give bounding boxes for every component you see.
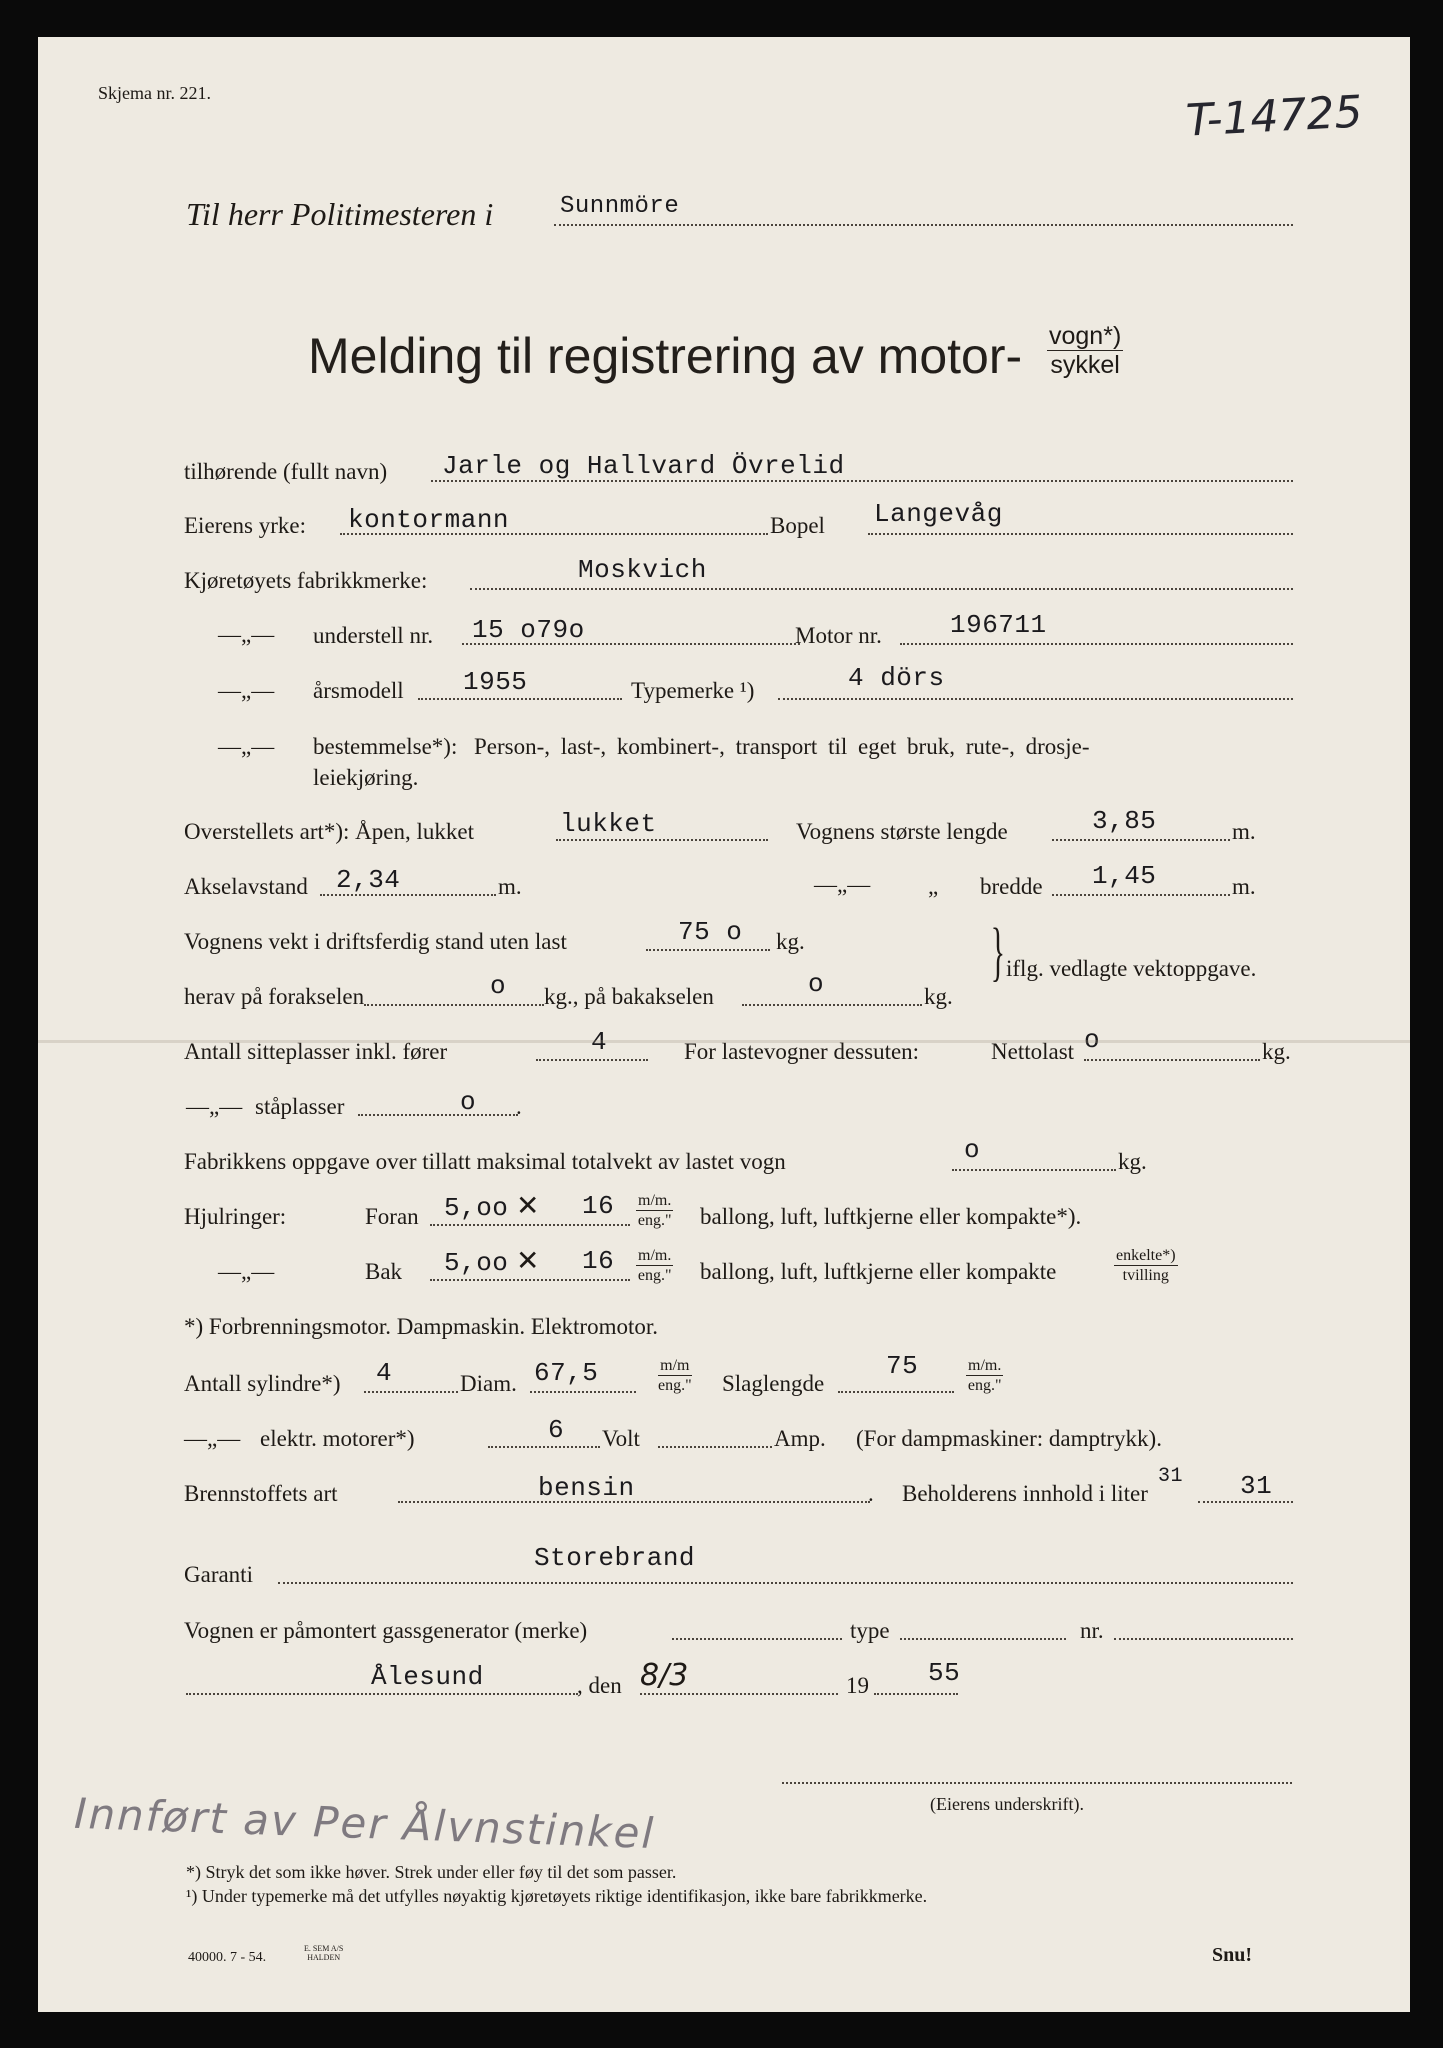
date-line xyxy=(640,1693,838,1695)
fuel-value: bensin xyxy=(538,1473,635,1503)
wheelbase-unit: m. xyxy=(498,874,522,899)
printer-imprint: E. SEM A/S HALDEN xyxy=(304,1944,344,1962)
ditto-mark: —„— xyxy=(218,1259,275,1284)
gasgen-type-line xyxy=(900,1638,1066,1640)
front-axle-value: o xyxy=(490,971,507,1001)
gasgen-line xyxy=(672,1638,842,1640)
type-label: Typemerke ¹) xyxy=(631,678,755,703)
tyres-front-line xyxy=(430,1224,630,1226)
amp-line xyxy=(658,1446,772,1448)
rear-axle-unit: kg. xyxy=(924,984,953,1009)
width-label: bredde xyxy=(980,874,1043,899)
body-line xyxy=(556,839,768,841)
chassis-value: 15 o79o xyxy=(472,615,585,645)
residence-line xyxy=(868,533,1293,535)
tyres-rear-times: ✕ xyxy=(516,1246,540,1277)
turn-over-note: Snu! xyxy=(1212,1944,1253,1966)
diam-unit: m/m eng." xyxy=(658,1357,692,1394)
front-axle-label: herav på forakselen xyxy=(184,984,365,1009)
electric-label: elektr. motorer*) xyxy=(260,1426,415,1451)
make-label: Kjøretøyets fabrikkmerke: xyxy=(184,568,428,593)
lorry-label: For lastevogner dessuten: xyxy=(684,1039,920,1064)
tyres-rear-types: ballong, luft, luftkjerne eller kompakte xyxy=(700,1259,1057,1284)
owner-value: Jarle og Hallvard Övrelid xyxy=(442,451,845,481)
guarantee-value: Storebrand xyxy=(534,1543,696,1573)
tyres-single-twin: enkelte*) tvilling xyxy=(1116,1247,1176,1284)
tyres-front-value2: 16 xyxy=(582,1191,615,1221)
cylinders-label: Antall sylindre*) xyxy=(184,1371,341,1396)
year-line xyxy=(874,1693,958,1695)
cylinders-value: 4 xyxy=(376,1358,393,1388)
front-axle-line xyxy=(364,1004,544,1006)
tank-value: 31 xyxy=(1240,1471,1273,1501)
wheelbase-label: Akselavstand xyxy=(184,874,308,899)
type-value: 4 dörs xyxy=(848,663,945,693)
standing-label: ståplasser xyxy=(255,1094,345,1119)
diam-label: Diam. xyxy=(460,1371,517,1396)
residence-value: Langevåg xyxy=(874,499,1003,529)
tyres-front-times: ✕ xyxy=(516,1191,540,1222)
diam-value: 67,5 xyxy=(534,1358,599,1388)
max-weight-label: Fabrikkens oppgave over tillatt maksimal totalvekt av lastet vogn xyxy=(184,1149,786,1174)
archive-mark: T-14725 xyxy=(1184,86,1364,147)
document-page xyxy=(38,37,1410,2012)
volt-label: Volt xyxy=(602,1426,640,1451)
ditto-mark: —„— xyxy=(814,872,871,897)
schema-number: Skjema nr. 221. xyxy=(98,83,211,103)
tyres-rear-unit: m/m. eng." xyxy=(637,1247,672,1284)
gasgen-nr-label: nr. xyxy=(1080,1618,1104,1643)
year-century: 19 xyxy=(846,1673,869,1698)
diam-line xyxy=(530,1391,636,1393)
model-year-value: 1955 xyxy=(463,667,528,697)
stroke-unit: m/m. eng." xyxy=(967,1357,1002,1394)
seats-value: 4 xyxy=(591,1027,608,1057)
tank-line xyxy=(1198,1501,1293,1503)
ditto-mark: —„— xyxy=(218,622,275,647)
electric-value: 6 xyxy=(548,1415,565,1445)
year-value: 55 xyxy=(928,1658,961,1688)
net-load-line xyxy=(1084,1059,1260,1061)
cylinders-line xyxy=(364,1391,458,1393)
body-value: lukket xyxy=(560,809,657,839)
net-load-value: o xyxy=(1084,1025,1101,1055)
model-year-label: årsmodell xyxy=(313,678,404,703)
max-weight-unit: kg. xyxy=(1118,1149,1147,1174)
ditto-mark: —„— xyxy=(218,678,275,703)
stroke-value: 75 xyxy=(886,1351,919,1381)
motor-line xyxy=(900,643,1293,645)
weight-note: iflg. vedlagte vektoppgave. xyxy=(1006,956,1257,981)
purpose-label: bestemmelse*): xyxy=(313,734,458,759)
weight-bracket: } xyxy=(990,915,1005,988)
gasgen-label: Vognen er påmontert gassgenerator (merke) xyxy=(184,1618,588,1643)
type-line xyxy=(778,698,1293,700)
ditto-mark: —„— xyxy=(186,1094,243,1119)
ditto-quote: „ xyxy=(928,874,939,899)
motor-label: Motor nr. xyxy=(795,623,882,648)
weight-label: Vognens vekt i driftsferdig stand uten last xyxy=(184,929,567,954)
stroke-line xyxy=(838,1391,954,1393)
place-value: Ålesund xyxy=(371,1662,484,1692)
date-value: 8/3 xyxy=(640,1658,689,1693)
place-line xyxy=(186,1693,578,1695)
occupation-label: Eierens yrke: xyxy=(184,513,306,538)
ditto-mark: —„— xyxy=(184,1426,241,1451)
rear-axle-line xyxy=(742,1004,922,1006)
rear-axle-value: o xyxy=(808,969,825,999)
standing-end: . xyxy=(516,1094,522,1119)
print-info: 40000. 7 - 54. xyxy=(188,1950,267,1965)
weight-line xyxy=(646,949,770,951)
guarantee-line xyxy=(278,1582,1293,1584)
width-value: 1,45 xyxy=(1092,861,1157,891)
electric-line xyxy=(488,1446,600,1448)
signature-label: (Eierens underskrift). xyxy=(930,1794,1084,1814)
gasgen-nr-line xyxy=(1114,1638,1293,1640)
footnote-2: ¹) Under typemerke må det utfylles nøyaktig kjøretøyets riktige identifikasjon, ikke bare fabrikkmerke. xyxy=(186,1886,928,1906)
stroke-label: Slaglengde xyxy=(722,1371,825,1396)
max-weight-value: o xyxy=(964,1135,981,1165)
footnote-1: *) Stryk det som ikke høver. Strek under eller føy til det som passer. xyxy=(186,1862,677,1882)
tyres-rear-value: 5,oo xyxy=(444,1248,509,1278)
gasgen-type-label: type xyxy=(850,1618,890,1643)
engine-type-line: *) Forbrenningsmotor. Dampmaskin. Elektromotor. xyxy=(184,1314,659,1339)
residence-label: Bopel xyxy=(770,513,825,538)
seats-line xyxy=(536,1059,648,1061)
title-vehicle-choice: vogn*) sykkel xyxy=(1049,322,1122,379)
length-line xyxy=(1052,839,1230,841)
model-year-line xyxy=(418,698,622,700)
signature-line xyxy=(782,1782,1292,1784)
make-value: Moskvich xyxy=(578,555,707,585)
rear-axle-label: kg., på bakakselen xyxy=(544,984,714,1009)
motor-value: 196711 xyxy=(950,610,1047,640)
net-load-unit: kg. xyxy=(1262,1039,1291,1064)
tyres-rear-line xyxy=(430,1279,630,1281)
tyres-rear-label: Bak xyxy=(365,1259,403,1284)
guarantee-label: Garanti xyxy=(184,1562,253,1587)
make-line xyxy=(470,588,1293,590)
steam-note: (For dampmaskiner: damptrykk). xyxy=(856,1426,1162,1451)
tyres-front-label: Foran xyxy=(365,1204,419,1229)
tank-label: Beholderens innhold i liter xyxy=(902,1481,1148,1506)
addressee-label: Til herr Politimesteren i xyxy=(186,196,494,232)
purpose-options-cont: leiekjøring. xyxy=(313,765,419,790)
length-label: Vognens største lengde xyxy=(796,819,1008,844)
standing-value: o xyxy=(460,1087,477,1117)
owner-label: tilhørende (fullt navn) xyxy=(184,459,388,484)
tyres-front-types: ballong, luft, luftkjerne eller kompakte*). xyxy=(700,1204,1082,1229)
wheelbase-value: 2,34 xyxy=(336,865,401,895)
ditto-mark: —„— xyxy=(218,734,275,759)
max-weight-line xyxy=(952,1169,1116,1171)
purpose-options: Person-, last-, kombinert-, transport til eget bruk, rute-, drosje- xyxy=(474,734,1090,759)
addressee-value: Sunnmöre xyxy=(560,193,680,220)
occupation-value: kontormann xyxy=(348,505,510,535)
tank-correction: 31 xyxy=(1158,1465,1184,1488)
length-value: 3,85 xyxy=(1092,806,1157,836)
fuel-dot: . xyxy=(868,1481,874,1506)
tyres-front-unit: m/m. eng." xyxy=(637,1192,672,1229)
standing-line xyxy=(358,1114,518,1116)
tyres-rear-value2: 16 xyxy=(582,1246,615,1276)
seats-label: Antall sitteplasser inkl. fører xyxy=(184,1039,448,1064)
weight-value: 75 o xyxy=(678,917,743,947)
width-unit: m. xyxy=(1232,874,1256,899)
date-den-label: , den xyxy=(577,1673,622,1698)
weight-unit: kg. xyxy=(776,929,805,954)
length-unit: m. xyxy=(1232,819,1256,844)
width-line xyxy=(1052,894,1230,896)
tyres-label: Hjulringer: xyxy=(184,1204,287,1229)
handwritten-note: Innført av Per Ålvnstinkel xyxy=(73,1788,656,1859)
addressee-line xyxy=(554,224,1293,226)
fuel-label: Brennstoffets art xyxy=(184,1481,338,1506)
net-load-label: Nettolast xyxy=(991,1039,1075,1064)
chassis-label: understell nr. xyxy=(313,623,434,648)
body-label: Overstellets art*): Åpen, lukket xyxy=(184,819,474,844)
form-title: Melding til registrering av motor- xyxy=(308,328,1023,384)
tyres-front-value: 5,oo xyxy=(444,1193,509,1223)
amp-label: Amp. xyxy=(774,1426,826,1451)
